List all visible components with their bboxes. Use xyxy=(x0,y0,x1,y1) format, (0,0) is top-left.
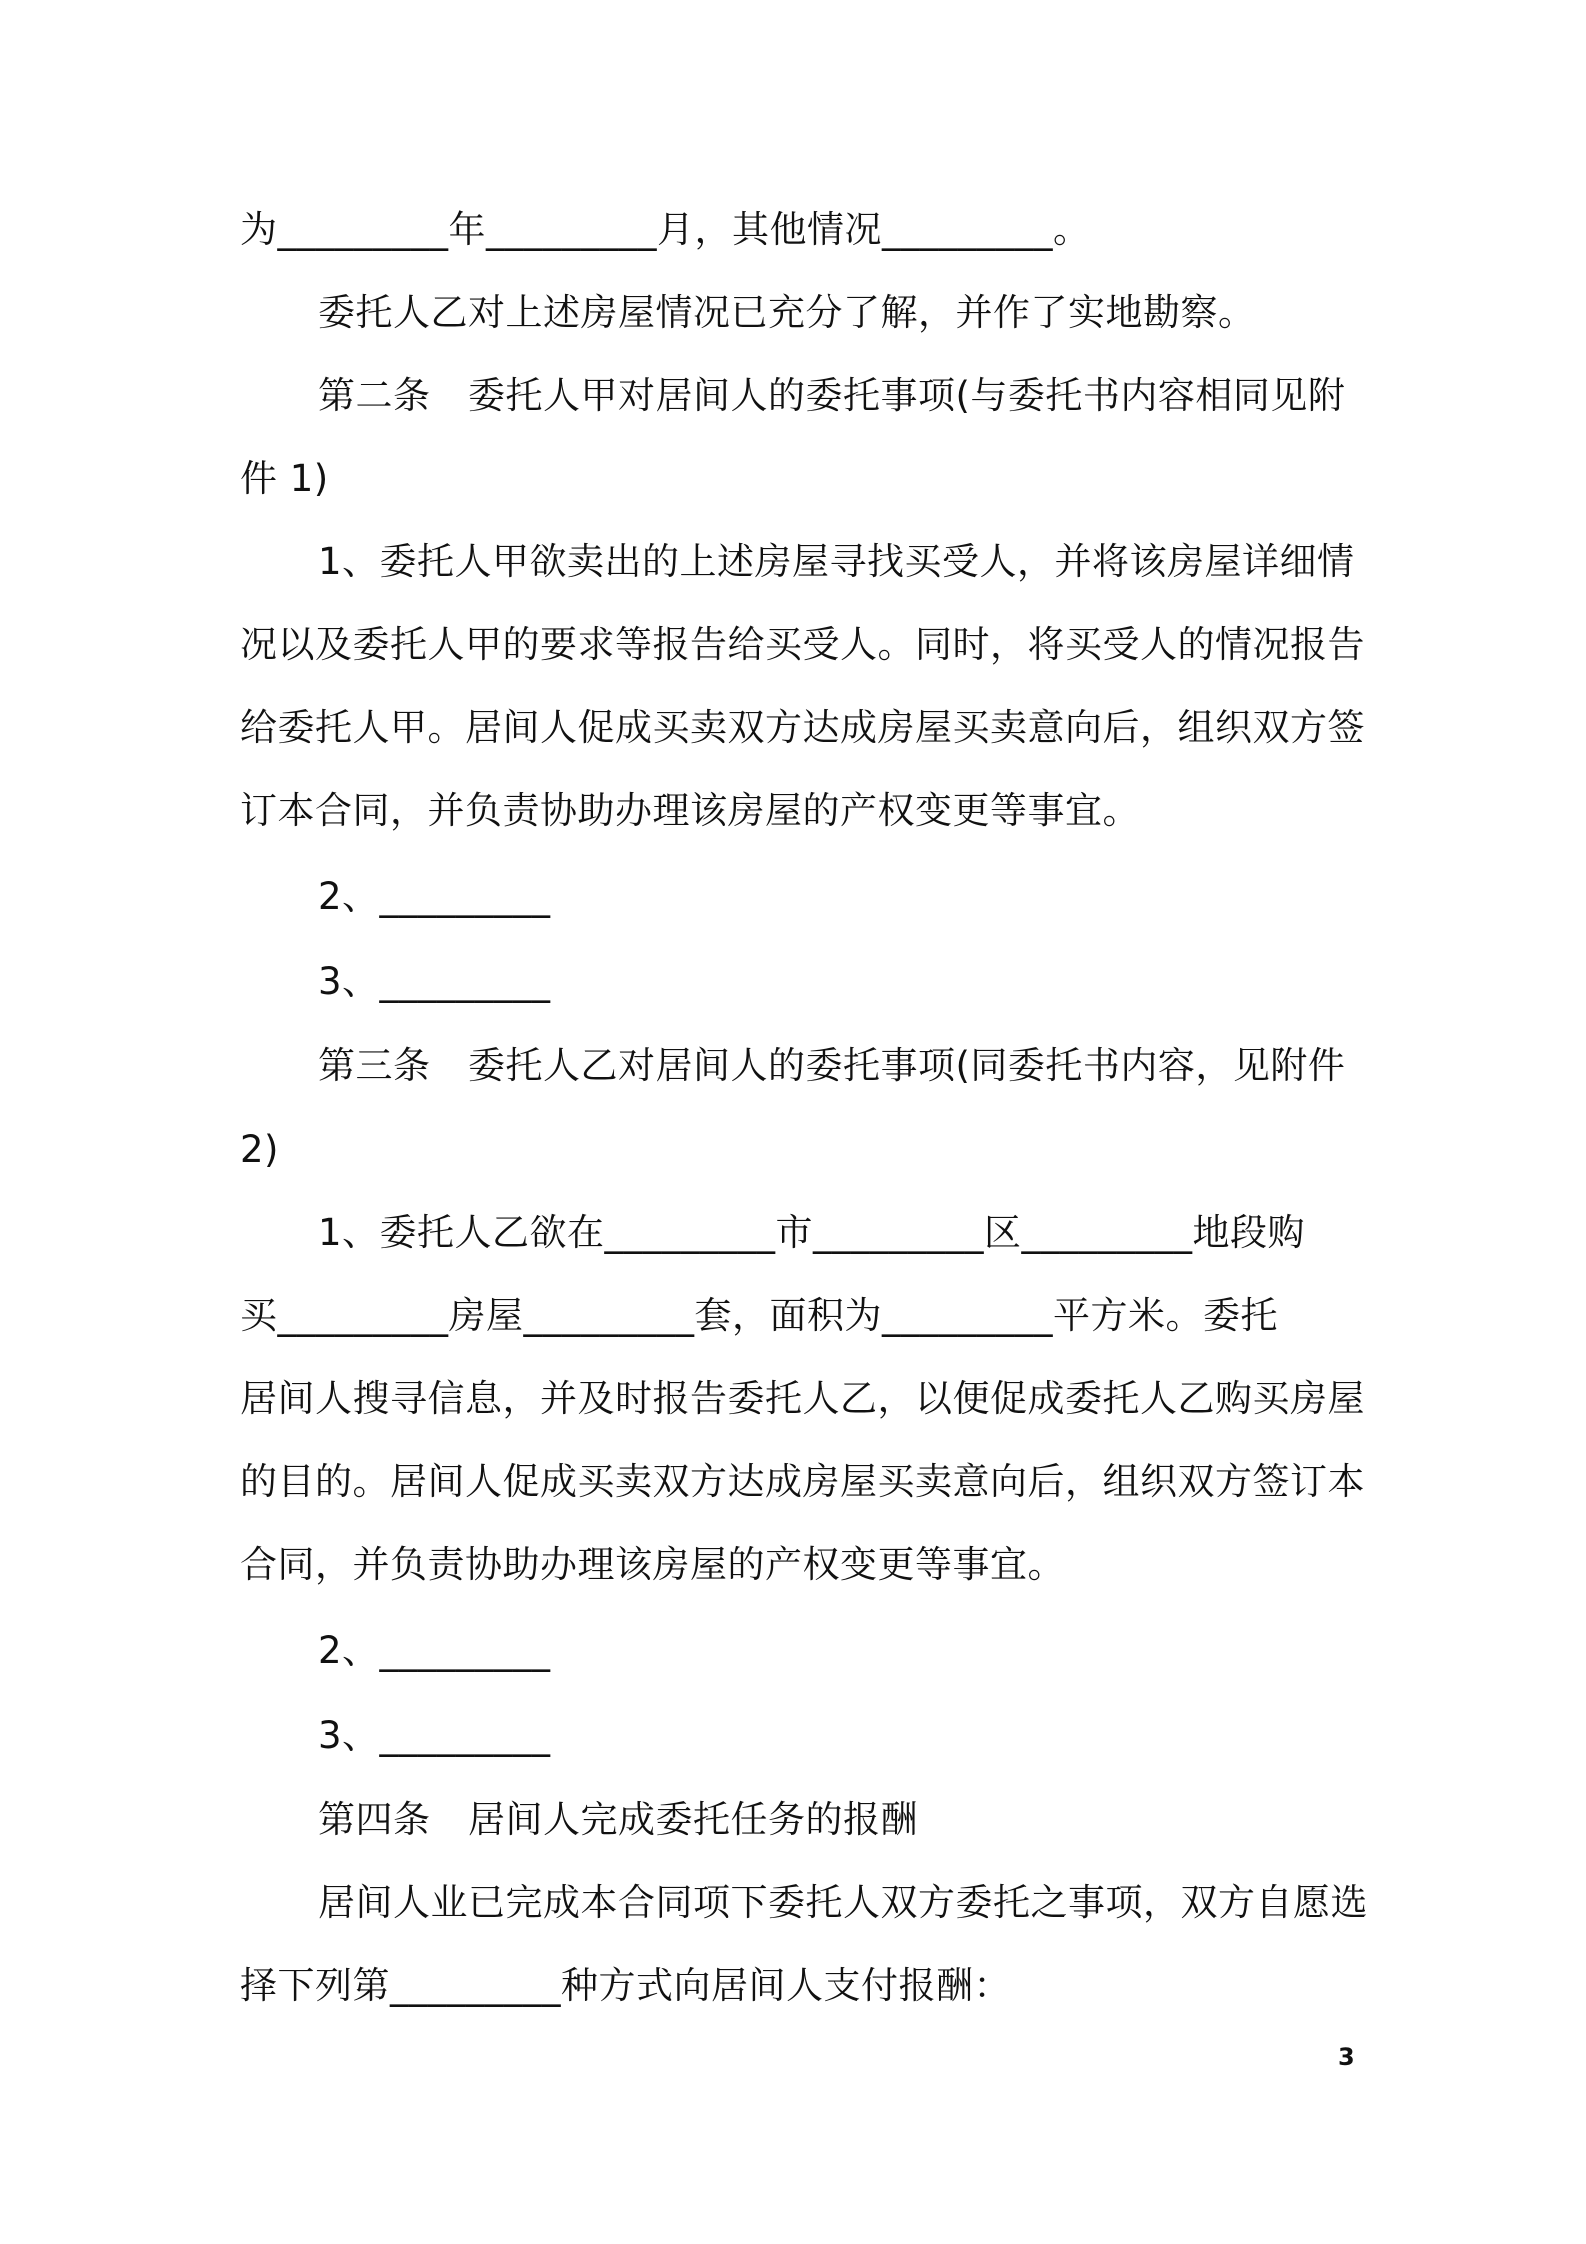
article-4-heading: 第四条 居间人完成委托任务的报酬 xyxy=(318,1798,918,1841)
text-line-7: 给委托人甲。居间人促成买卖双方达成房屋买卖意向后，组织双方签 xyxy=(240,706,1365,749)
text-line-5: 1、委托人甲欲卖出的上述房屋寻找买受人，并将该房屋详细情 xyxy=(318,540,1355,583)
text-line-16: 的目的。居间人促成买卖双方达成房屋买卖意向后，组织双方签订本 xyxy=(240,1460,1365,1503)
text-line-21: 居间人业已完成本合同项下委托人双方委托之事项，双方自愿选 xyxy=(318,1881,1368,1924)
text-line-9: 2、_________ xyxy=(318,875,551,918)
text-line-22: 择下列第_________种方式向居间人支付报酬： xyxy=(240,1964,1011,2007)
text-line-12: 2) xyxy=(240,1128,279,1171)
text-line-15: 居间人搜寻信息，并及时报告委托人乙，以便促成委托人乙购买房屋 xyxy=(240,1377,1365,1420)
text-line-18: 2、_________ xyxy=(318,1629,551,1672)
text-line-6: 况以及委托人甲的要求等报告给买受人。同时，将买受人的情况报告 xyxy=(240,623,1365,666)
article-3-heading: 第三条 委托人乙对居间人的委托事项(同委托书内容，见附件 xyxy=(318,1044,1346,1087)
text-line-19: 3、_________ xyxy=(318,1714,551,1757)
text-line-2: 委托人乙对上述房屋情况已充分了解，并作了实地勘察。 xyxy=(318,291,1256,334)
text-line-8: 订本合同，并负责协助办理该房屋的产权变更等事宜。 xyxy=(240,789,1140,832)
text-line-4: 件 1) xyxy=(240,457,329,500)
page-number: 3 xyxy=(1338,2043,1355,2071)
text-line-17: 合同，并负责协助办理该房屋的产权变更等事宜。 xyxy=(240,1543,1065,1586)
text-line-13: 1、委托人乙欲在_________市_________区_________地段购 xyxy=(318,1211,1306,1254)
text-line-14: 买_________房屋_________套，面积为_________平方米。委托 xyxy=(240,1294,1278,1337)
text-line-1: 为_________年_________月，其他情况_________。 xyxy=(240,208,1091,251)
article-2-heading: 第二条 委托人甲对居间人的委托事项(与委托书内容相同见附 xyxy=(318,374,1346,417)
text-line-10: 3、_________ xyxy=(318,960,551,1003)
